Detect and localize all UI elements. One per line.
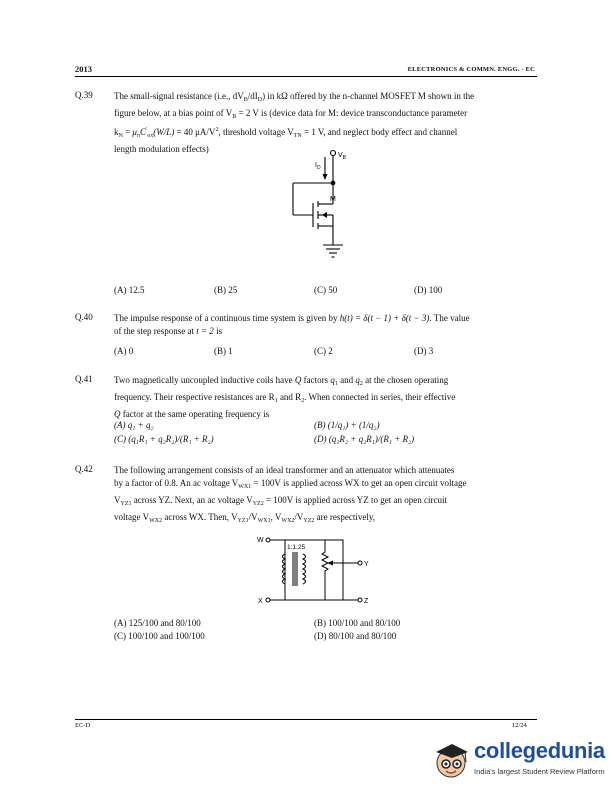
x-terminal-label: X xyxy=(258,598,263,605)
q40-number: Q.40 xyxy=(75,312,93,322)
mascot-icon xyxy=(430,738,474,782)
paper-code: EC-D xyxy=(75,722,91,729)
q40-option-d[interactable]: (D) 3 xyxy=(414,346,434,356)
q42-option-c[interactable]: (C) 100/100 and 100/100 xyxy=(114,631,205,641)
page-number: 12/24 xyxy=(512,722,527,729)
mosfet-circuit-figure xyxy=(280,145,370,270)
q42-number: Q.42 xyxy=(75,464,93,474)
q42-option-b[interactable]: (B) 100/100 and 80/100 xyxy=(314,618,401,628)
w-terminal-label: W xyxy=(257,537,264,544)
q42-option-a[interactable]: (A) 125/100 and 80/100 xyxy=(114,618,201,628)
q41-option-b[interactable]: (B) (1/q₁) + (1/q₂) xyxy=(314,420,380,430)
exam-year: 2013 xyxy=(75,64,92,74)
turns-ratio-label: 1:1.25 xyxy=(287,544,306,551)
q40-option-b[interactable]: (B) 1 xyxy=(214,346,233,356)
q40-text: The impulse response of a continuous time system is given by h(t) = δ(t − 1) + δ(t − 3). The value of the step response at t = 2 is xyxy=(114,313,470,336)
q42-text: The following arrangement consists of an ideal transformer and an attenuator which attenuates by a factor of 0.8. An ac voltage $V_{WX1} = 100V$ is applied across WX to get an open circuit voltage $V_{YZ1}$ across YZ. Next, an ac voltage $V_{YZ2} = 100V$ is applied across YZ to get an open circuit voltage $V_{WX2}$ across WX. Then, $V_{YZ1}/V_{WX1}$, $V_{WX2}/V_{YZ2}$ are respectively, xyxy=(114,465,467,524)
q39-option-a[interactable]: (A) 12.5 xyxy=(114,285,145,295)
q41-option-c[interactable]: (C) (q₁R₁ + q₂R₂)/(R₁ + R₂) xyxy=(114,434,214,444)
brand-name[interactable]: collegedunia xyxy=(474,738,605,763)
vb-label: $V_B$ xyxy=(338,152,347,161)
q41-text: Two magnetically uncoupled inductive coils have Q factors $q_1$ and $q_2$ at the chosen operating frequency. Their respective resistances are $R_1$ and $R_2$. When connected in series, their effective Q factor at the same operating frequency is xyxy=(114,375,456,419)
q39-text: The small-signal resistance (i.e., $dV_B/dI_D$) in kΩ offered by the n-channel MOSFET M shown in the figure below, at a bias point of $V_B = 2$ V is (device data for M: device transconductance parameter $k_N = \mu_nC'_{ox}(W/L) = 40$ $\mu A/V^2$, threshold voltage $V_{TN} = 1$ V, and neglect body effect and channel length modulation effects) xyxy=(114,91,475,154)
header-rule xyxy=(75,76,537,77)
transformer-attenuator-figure xyxy=(255,532,375,612)
m-label: M xyxy=(330,196,336,203)
subject-header: ELECTRONICS & COMMN. ENGG. - EC xyxy=(407,66,535,73)
q40-option-a[interactable]: (A) 0 xyxy=(114,346,134,356)
q39-option-c[interactable]: (C) 50 xyxy=(314,285,338,295)
footer-rule xyxy=(75,719,537,720)
q41-option-d[interactable]: (D) (q₁R₂ + q₂R₁)/(R₁ + R₂) xyxy=(314,434,415,444)
q42-option-d[interactable]: (D) 80/100 and 80/100 xyxy=(314,631,397,641)
q41-option-a[interactable]: (A) q₁ + q₂ xyxy=(114,420,154,430)
q39-option-d[interactable]: (D) 100 xyxy=(414,285,443,295)
y-terminal-label: Y xyxy=(364,561,369,568)
brand-tagline: India's largest Student Review Platform xyxy=(474,767,605,776)
q40-option-c[interactable]: (C) 2 xyxy=(314,346,333,356)
q39-number: Q.39 xyxy=(75,90,93,100)
z-terminal-label: Z xyxy=(364,598,369,605)
id-label: $I_D$ xyxy=(315,162,321,171)
q41-number: Q.41 xyxy=(75,374,93,384)
q39-option-b[interactable]: (B) 25 xyxy=(214,285,238,295)
